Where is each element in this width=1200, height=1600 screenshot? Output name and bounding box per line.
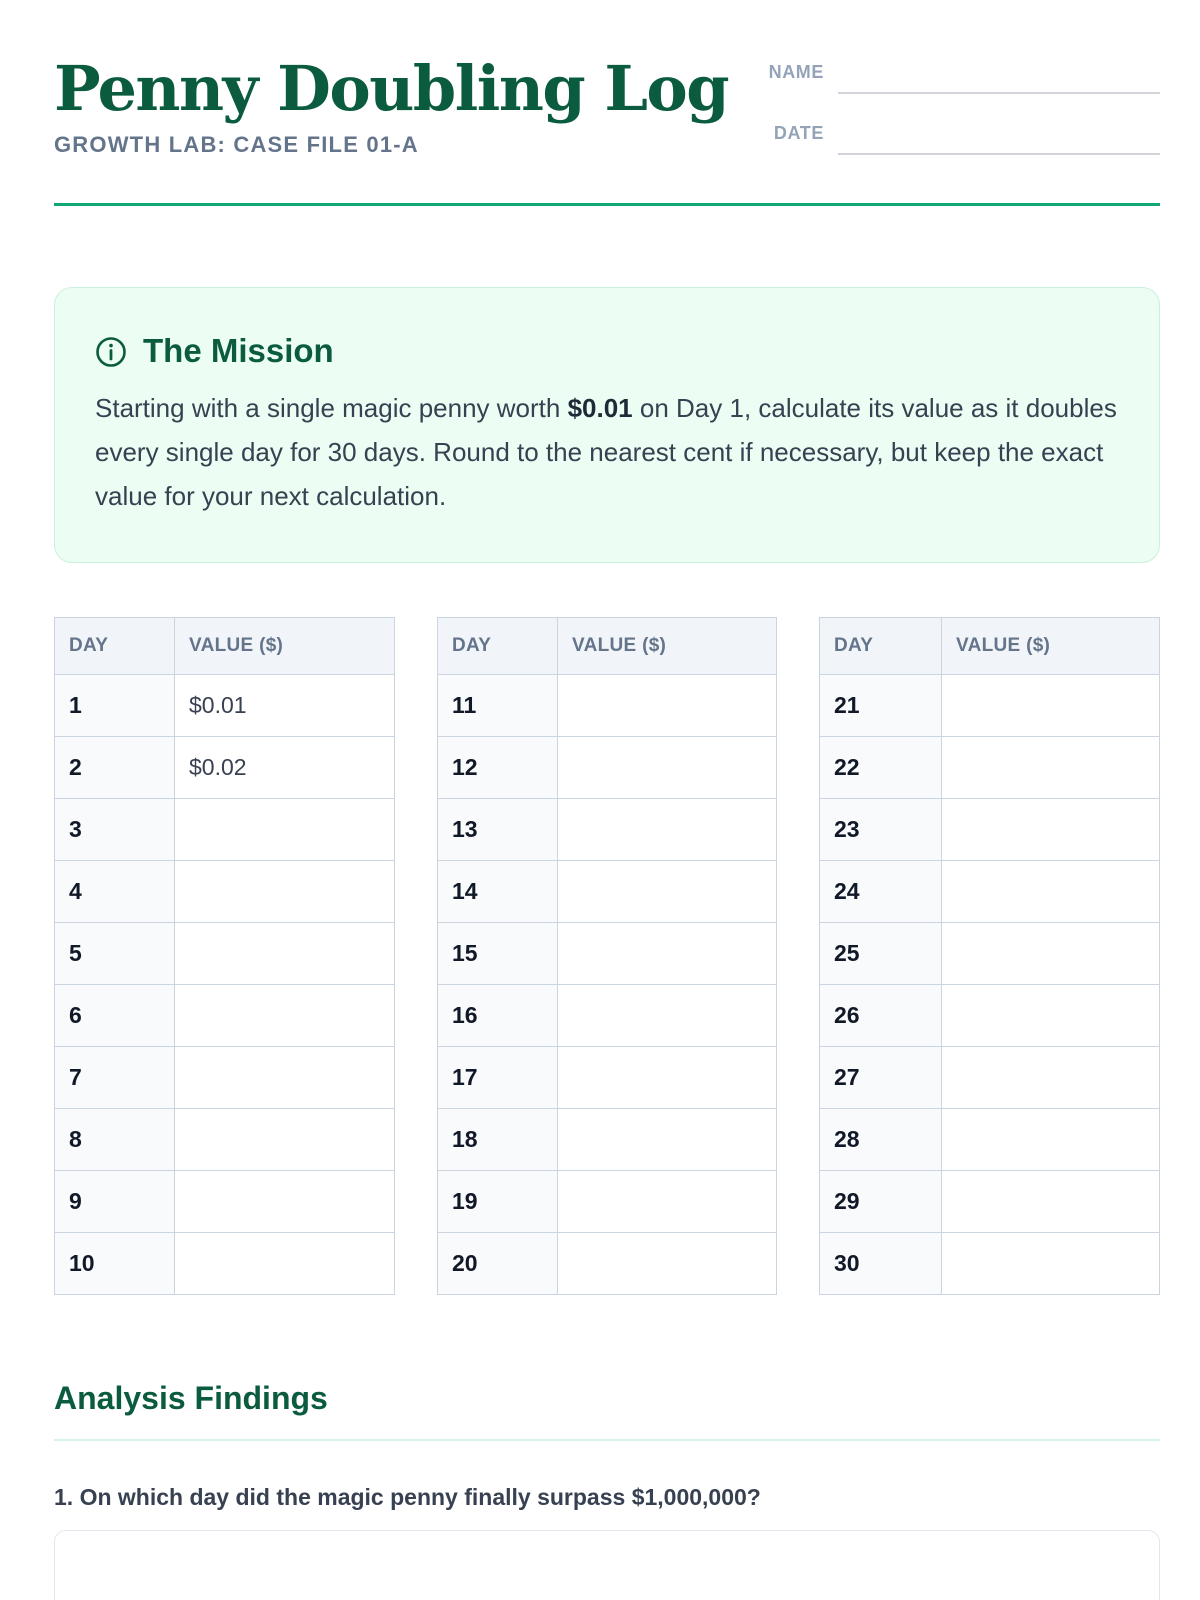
day-cell: 24 — [820, 861, 942, 923]
table-row — [438, 799, 777, 861]
log-table-days-1-10 — [54, 617, 395, 1295]
value-cell[interactable] — [175, 1109, 395, 1171]
day-cell: 8 — [55, 1109, 175, 1171]
day-cell: 13 — [438, 799, 558, 861]
value-column-header: VALUE ($) — [558, 618, 777, 675]
value-cell[interactable] — [942, 1171, 1160, 1233]
day-cell: 21 — [820, 675, 942, 737]
value-cell[interactable]: $0.02 — [175, 737, 395, 799]
day-cell: 7 — [55, 1047, 175, 1109]
table-row — [820, 737, 1160, 799]
value-cell[interactable] — [942, 1047, 1160, 1109]
name-field — [754, 56, 1160, 96]
value-cell[interactable] — [942, 861, 1160, 923]
day-cell: 28 — [820, 1109, 942, 1171]
starting-value: $0.01 — [567, 393, 633, 423]
day-cell: 16 — [438, 985, 558, 1047]
value-cell[interactable] — [558, 675, 777, 737]
table-row — [820, 799, 1160, 861]
day-cell: 20 — [438, 1233, 558, 1295]
value-cell[interactable] — [942, 1109, 1160, 1171]
day-cell: 6 — [55, 985, 175, 1047]
day-column-header: DAY — [55, 618, 175, 675]
table-row — [820, 675, 1160, 737]
mission-box — [54, 287, 1160, 563]
table-row — [55, 675, 395, 737]
value-cell[interactable] — [942, 799, 1160, 861]
day-cell: 9 — [55, 1171, 175, 1233]
table-header-row — [820, 618, 1160, 675]
table-row — [438, 1171, 777, 1233]
name-input-line[interactable] — [838, 92, 1160, 94]
value-cell[interactable] — [942, 923, 1160, 985]
day-cell: 19 — [438, 1171, 558, 1233]
value-cell[interactable] — [558, 799, 777, 861]
value-cell[interactable] — [175, 1233, 395, 1295]
table-row — [55, 1233, 395, 1295]
day-cell: 30 — [820, 1233, 942, 1295]
value-cell[interactable] — [175, 1047, 395, 1109]
table-row — [55, 923, 395, 985]
mission-title: The Mission — [143, 332, 334, 369]
day-cell: 18 — [438, 1109, 558, 1171]
analysis-title: Analysis Findings — [54, 1380, 328, 1416]
date-input-line[interactable] — [838, 153, 1160, 155]
answer-1-box[interactable] — [54, 1530, 1160, 1600]
table-header-row — [55, 618, 395, 675]
value-column-header: VALUE ($) — [942, 618, 1160, 675]
table-row — [55, 1047, 395, 1109]
day-cell: 29 — [820, 1171, 942, 1233]
name-label: NAME — [768, 62, 824, 82]
value-cell[interactable] — [175, 923, 395, 985]
day-cell: 22 — [820, 737, 942, 799]
value-cell[interactable] — [558, 1109, 777, 1171]
section-divider — [54, 1439, 1160, 1441]
table-row — [438, 1047, 777, 1109]
value-cell[interactable] — [175, 799, 395, 861]
table-row — [820, 1047, 1160, 1109]
table-header-row — [438, 618, 777, 675]
table-row — [820, 1171, 1160, 1233]
table-row — [55, 985, 395, 1047]
log-tables — [54, 617, 1160, 1298]
day-cell: 2 — [55, 737, 175, 799]
table-row — [438, 737, 777, 799]
day-cell: 5 — [55, 923, 175, 985]
table-row — [55, 1109, 395, 1171]
date-label: DATE — [773, 123, 824, 143]
day-column-header: DAY — [438, 618, 558, 675]
value-cell[interactable] — [175, 985, 395, 1047]
day-cell: 23 — [820, 799, 942, 861]
value-cell[interactable] — [558, 923, 777, 985]
header — [54, 0, 1160, 206]
day-cell: 15 — [438, 923, 558, 985]
day-cell: 4 — [55, 861, 175, 923]
value-cell[interactable] — [175, 861, 395, 923]
day-cell: 10 — [55, 1233, 175, 1295]
date-field — [754, 117, 1160, 157]
table-row — [820, 861, 1160, 923]
mission-text-end: on Day 1, calculate its value as it doubles every single day for 30 days. Round to the nearest cent if necessary, but keep the exact value for your next calculation. — [95, 393, 1117, 511]
value-cell[interactable]: $0.01 — [175, 675, 395, 737]
log-table-days-21-30 — [819, 617, 1160, 1295]
table-row — [438, 985, 777, 1047]
day-column-header: DAY — [820, 618, 942, 675]
mission-text — [95, 386, 1125, 518]
table-row — [55, 799, 395, 861]
table-row — [55, 861, 395, 923]
table-row — [438, 1233, 777, 1295]
question-1: 1. On which day did the magic penny finally surpass $1,000,000? — [54, 1484, 761, 1510]
value-cell[interactable] — [558, 1171, 777, 1233]
value-column-header: VALUE ($) — [175, 618, 395, 675]
value-cell[interactable] — [942, 675, 1160, 737]
value-cell[interactable] — [942, 737, 1160, 799]
day-cell: 25 — [820, 923, 942, 985]
value-cell[interactable] — [558, 1047, 777, 1109]
table-row — [820, 923, 1160, 985]
value-cell[interactable] — [942, 1233, 1160, 1295]
day-cell: 11 — [438, 675, 558, 737]
page-title: Penny Doubling Log — [54, 52, 729, 125]
page-subtitle: GROWTH LAB: CASE FILE 01-A — [54, 132, 419, 157]
day-cell: 12 — [438, 737, 558, 799]
day-cell: 17 — [438, 1047, 558, 1109]
value-cell[interactable] — [175, 1171, 395, 1233]
day-cell: 14 — [438, 861, 558, 923]
log-table-days-11-20 — [437, 617, 777, 1295]
table-row — [438, 1109, 777, 1171]
table-row — [438, 675, 777, 737]
value-cell[interactable] — [558, 737, 777, 799]
worksheet-page — [54, 0, 1160, 1600]
day-cell: 27 — [820, 1047, 942, 1109]
value-cell[interactable] — [558, 1233, 777, 1295]
value-cell[interactable] — [942, 985, 1160, 1047]
table-row — [55, 1171, 395, 1233]
table-row — [438, 923, 777, 985]
day-cell: 26 — [820, 985, 942, 1047]
table-row — [55, 737, 395, 799]
day-cell: 3 — [55, 799, 175, 861]
value-cell[interactable] — [558, 985, 777, 1047]
info-icon — [95, 336, 127, 368]
table-row — [438, 861, 777, 923]
mission-text-start: Starting with a single magic penny worth — [95, 393, 568, 423]
value-cell[interactable] — [558, 861, 777, 923]
table-row — [820, 1233, 1160, 1295]
table-row — [820, 985, 1160, 1047]
table-row — [820, 1109, 1160, 1171]
day-cell: 1 — [55, 675, 175, 737]
